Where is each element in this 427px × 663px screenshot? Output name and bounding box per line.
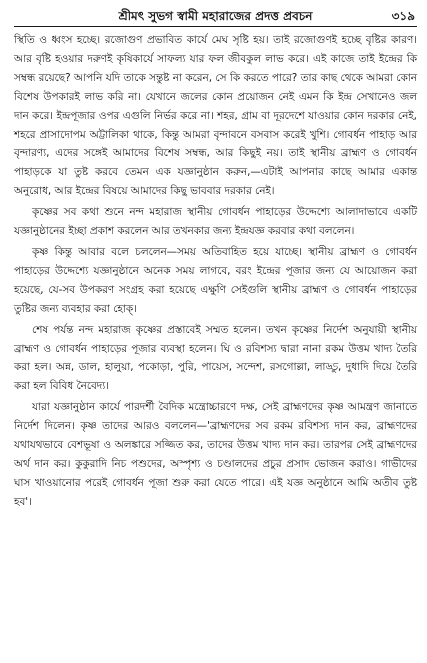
paragraph: স্থিতি ও ধ্বংস হচ্ছে। রজোগুণ প্রভাবিত কার্যে মেঘ সৃষ্টি হয়। তাই রজোগুণই হচ্ছে বৃষ্টির কারণ। আর বৃষ্টি হওয়ার দরুণই কৃষিকার্যে সাফল্য যার ফল জীবকুল লাভ করে। এই কাজে তাই ইন্দ্রের কি সম্বন্ধ রয়েছে? আপনি যদি তাকে সন্তুষ্ট না করেন, সে কি করতে পারে? তার কাছ থেকে আমরা কোন বিশেষ উপকারই লাভ করি না। যেখানে জলের কোন প্রয়োজন নেই এমন কি ইন্দ্র সেখানেও জল দান করে। ইন্দ্রপূজার ওপর এগুলি নির্ভর করে না। শহর, গ্রাম বা দূরদেশে যাওয়ার কোন দরকার নেই, শহরে প্রাসাদোপম অট্টালিকা থাকে, কিন্তু আমরা বৃন্দাবনে বসবাস করেই খুশি। গোবর্ধন পাহাড় আর বৃন্দারণ্য, এদের সঙ্গেই আমাদের বিশেষ সম্বন্ধ, আর কিছুই নয়। তাই স্থানীয় ব্রাহ্মণ ও গোবর্ধন পাহাড়কে যা তুষ্ট করবে তেমন এক যজ্ঞানুষ্ঠান করুন,—এটাই আপনার কাছে আমার একান্ত অনুরোধ, আর ইন্দ্রের বিষয়ে আমাদের কিছু ভাববার দরকার নেই।: [14, 34, 417, 198]
body-text: [14, 31, 417, 512]
paragraph: কৃষ্ণের সব কথা শুনে নন্দ মহারাজ স্থানীয় গোবর্ধন পাহাড়ের উদ্দেশ্যে আলাদাভাবে একটি যজ্ঞানুষ্ঠানের ইচ্ছা প্রকাশ করলেন আর তখনকার জন্য ইন্দ্রযজ্ঞ করবার কথা বললেন।: [14, 206, 417, 238]
running-title: শ্রীমৎ সুভগ স্বামী মহারাজের প্রদত্ত প্রবচন: [118, 9, 313, 23]
paragraph: কৃষ্ণ কিন্তু আবার বলে চললেন—সময় অতিবাহিত হয়ে যাচ্ছে। স্থানীয় ব্রাহ্মণ ও গোবর্ধন পাহাড়ের উদ্দেশ্যে যজ্ঞানুষ্ঠানে অনেক সময় লাগবে, বরং ইন্দ্রের পূজার জন্য যে আয়োজন করা হয়েছে, যে-সব উপকরণ সংগ্রহ করা হয়েছে এক্ষুণি সেইগুলি স্থানীয় ব্রাহ্মণ ও গোবর্ধন পাহাড়ের তুষ্টির জন্য ব্যবহার করা হোক্।: [14, 245, 417, 315]
page-number: ৩১৯: [391, 9, 415, 23]
paragraph: যারা যজ্ঞানুষ্ঠান কার্যে পারদর্শী বৈদিক মন্ত্রোচ্চারণে দক্ষ, সেই ব্রাহ্মণদের কৃষ্ণ আমন্ত্রণ জানাতে নির্দেশ দিলেন। কৃষ্ণ তাদের আরও বললেন—'ব্রাহ্মণদের সব রকম রবিশস্য দান কর, ব্রাহ্মণদের যথাযথভাবে বেশভূষা ও অলঙ্কারে সজ্জিত কর, তাদের উত্তম খাদ্য দান কর। তারপর সেই ব্রাহ্মণদের অর্থ দান কর। কুকুরাদি নিচ পশুদের, অস্পৃশ্য ও চণ্ডালদের প্রচুর প্রসাদ ভোজন করাও। গাভীদের ঘাস খাওয়ানোর পরেই গোবর্ধন পূজা শুরু করা যেতে পারে। এই যজ্ঞ অনুষ্ঠানে আমি অতীব তুষ্ট হব'।: [14, 401, 417, 508]
page-header: [14, 8, 417, 27]
paragraph: শেষ পর্যন্ত নন্দ মহারাজ কৃষ্ণের প্রস্তাবেই সম্মত হলেন। তখন কৃষ্ণের নির্দেশ অনুযায়ী স্থানীয় ব্রাহ্মণ ও গোবর্ধন পাহাড়ের পূজার ব্যবস্থা হলেন। ঘি ও রবিশস্য দ্বারা নানা রকম উত্তম খাদ্য তৈরি করা হল। অন্ন, ডাল, হালুয়া, পকোড়া, পুরি, পায়েস, সন্দেশ, রসগোল্লা, লাড্ডু, দুধাদি দিয়ে তৈরি করা হল বিবিধ নৈবেদ্য।: [14, 323, 417, 393]
